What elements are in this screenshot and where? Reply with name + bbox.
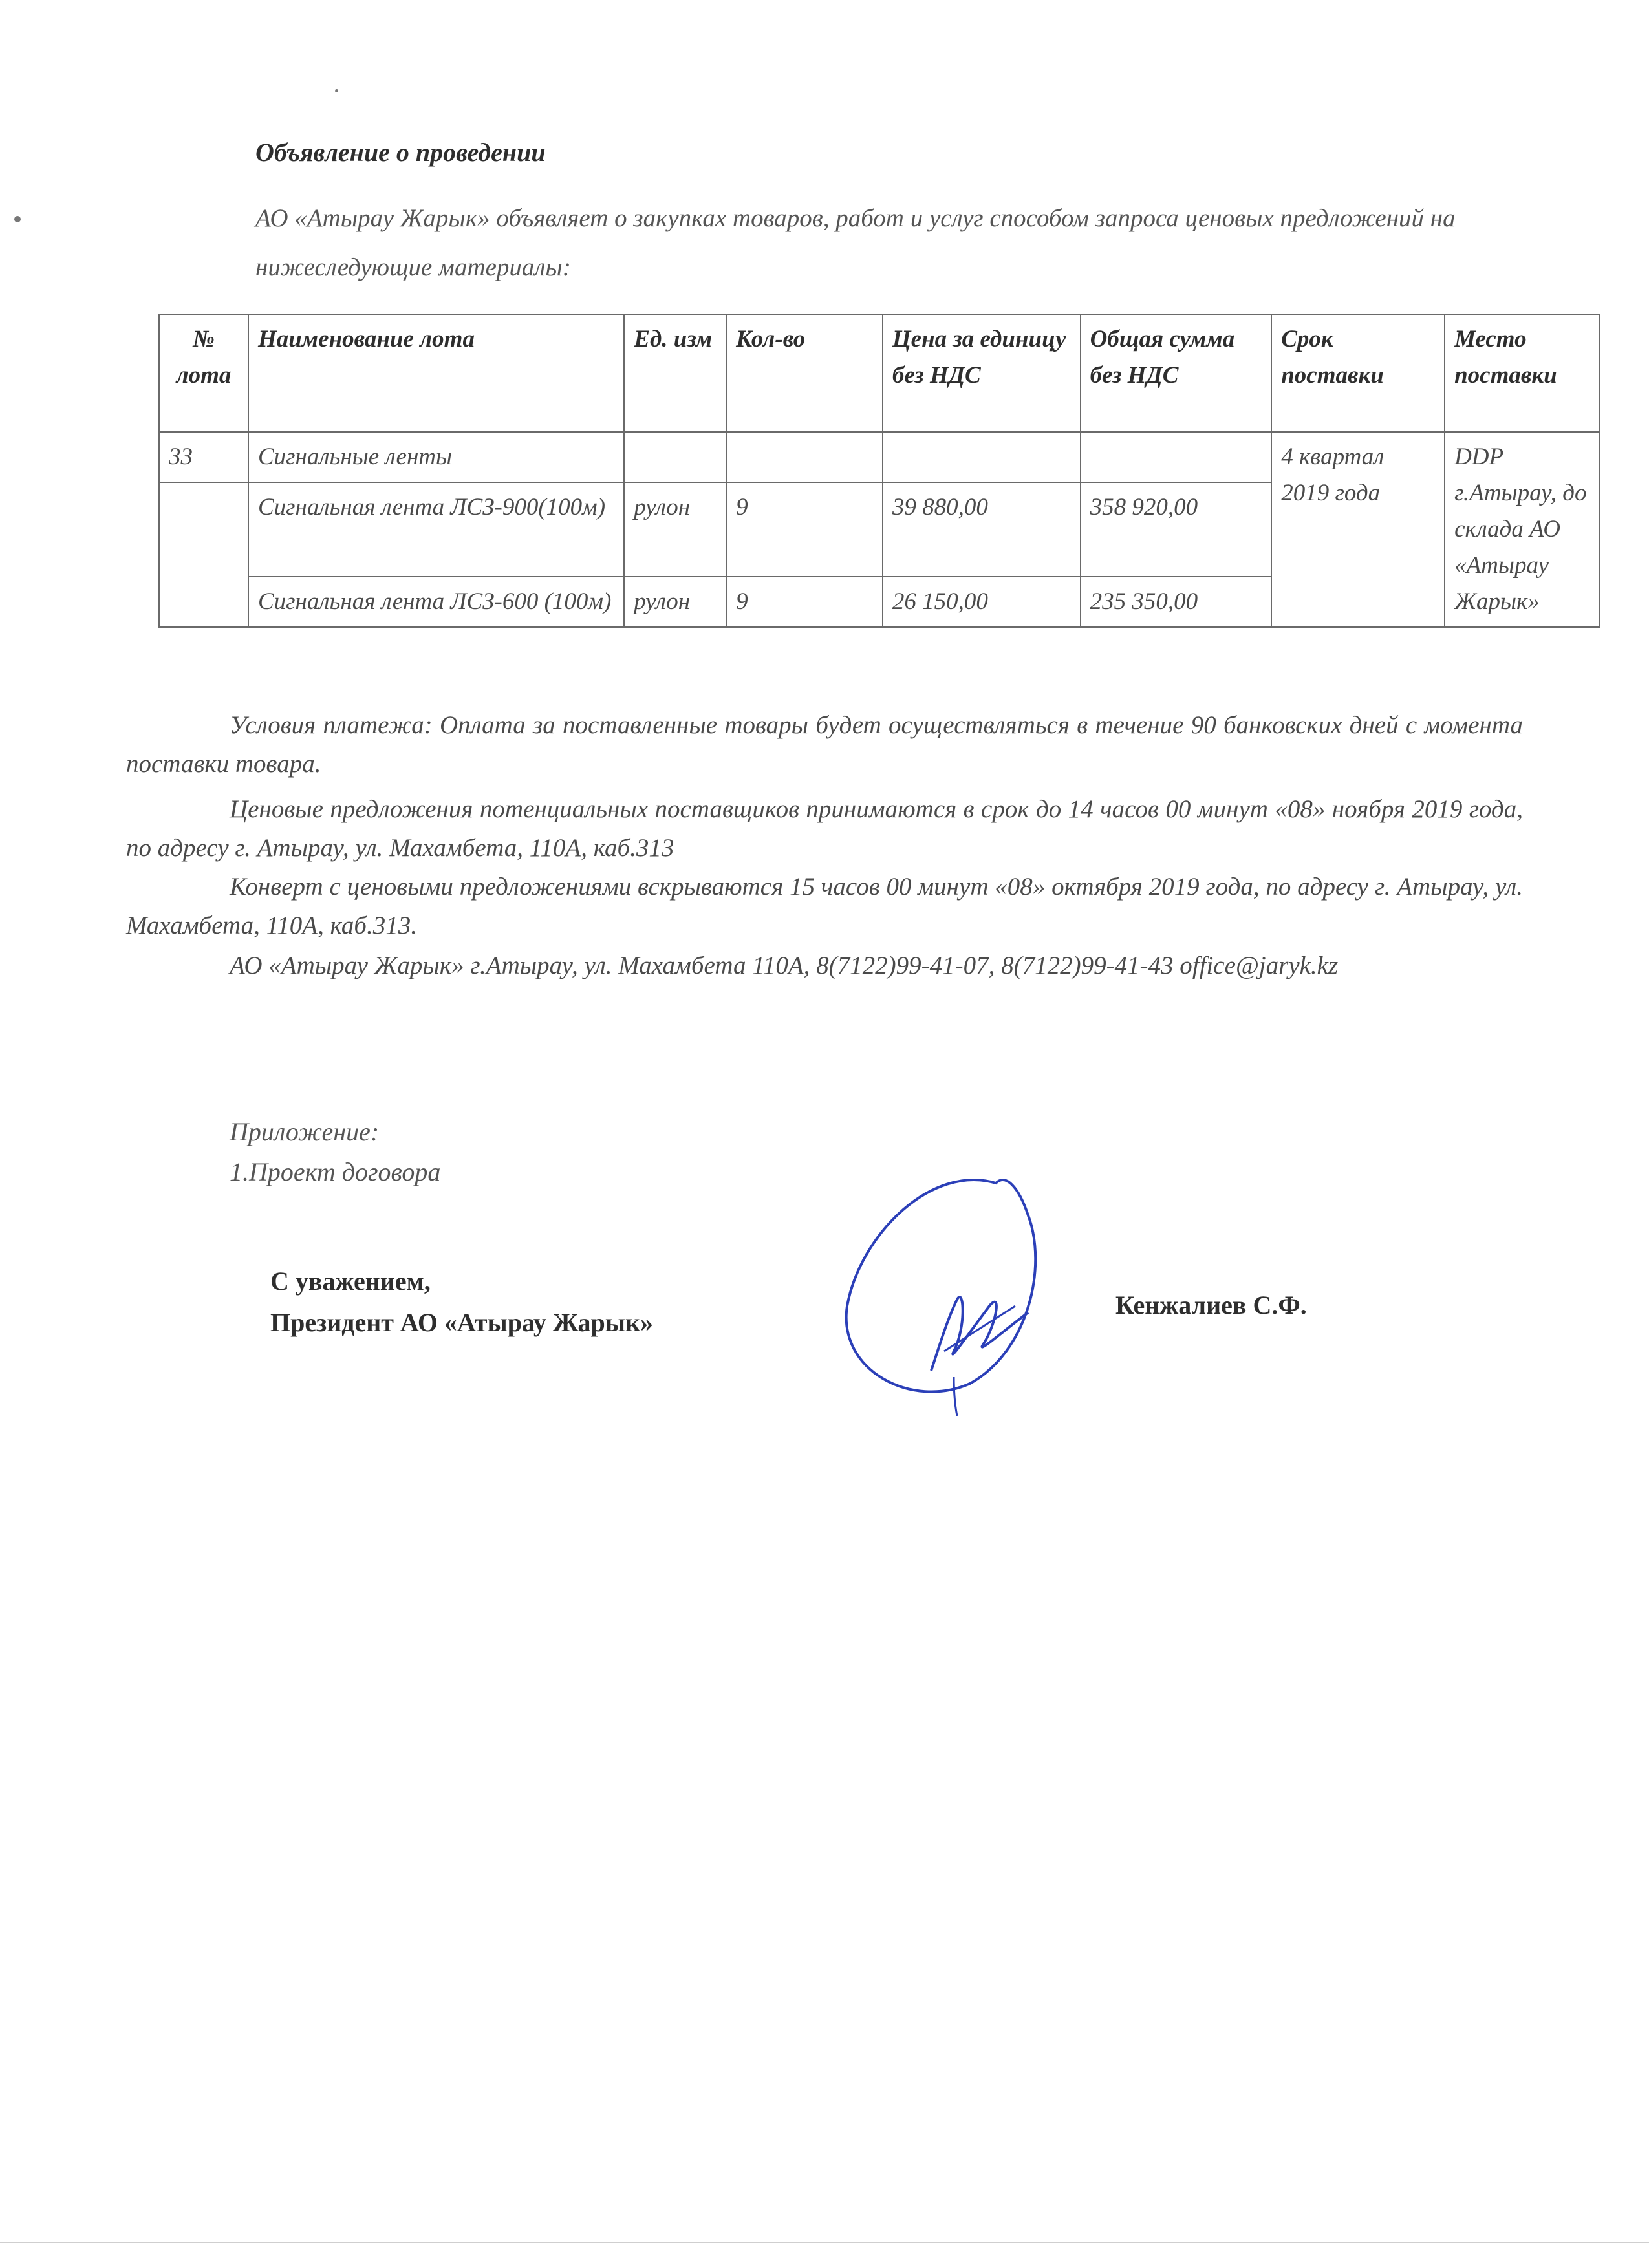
signature-image — [834, 1157, 1073, 1416]
item-total: 235 350,00 — [1081, 577, 1272, 627]
header-unit-price: Цена за единицу без НДС — [883, 314, 1081, 432]
appendix-item: 1.Проект договора — [230, 1157, 441, 1186]
appendix — [230, 1112, 440, 1192]
item-price: 39 880,00 — [883, 482, 1081, 577]
item-quantity: 9 — [726, 577, 883, 627]
signoff-block — [270, 1261, 653, 1343]
position-text: Президент АО «Атырау Жарык» — [270, 1308, 653, 1337]
delivery-term: 4 квартал 2019 года — [1271, 432, 1445, 627]
header-quantity: Кол-во — [726, 314, 883, 432]
contacts: АО «Атырау Жарык» г.Атырау, ул. Махамбета 110А, 8(7122)99-41-07, 8(7122)99-41-43 office@jaryk.kz — [230, 952, 1339, 979]
item-name: Сигнальная лента ЛСЗ-900(100м) — [248, 482, 624, 577]
bottom-edge-line — [0, 2242, 1649, 2243]
regards-text: С уважением, — [270, 1267, 431, 1296]
signatory-name: Кенжалиев С.Ф. — [1116, 1290, 1307, 1320]
header-lot-name: Наименование лота — [248, 314, 624, 432]
lot-number: 33 — [159, 432, 248, 482]
opening-terms: Конверт с ценовыми предложениями вскрываются 15 часов 00 минут «08» октября 2019 года, по адресу г. Атырау, ул. Махамбета, 110А, каб.313. — [126, 873, 1523, 939]
header-unit: Ед. изм — [624, 314, 726, 432]
item-price: 26 150,00 — [883, 577, 1081, 627]
item-unit: рулон — [624, 577, 726, 627]
header-total-sum: Общая сумма без НДС — [1081, 314, 1272, 432]
scan-speck — [335, 89, 338, 92]
payment-terms: Условия платежа: Оплата за поставленные товары будет осуществляться в течение 90 банковских дней с момента поставки товара. — [126, 711, 1523, 778]
header-lot-number: № лота — [159, 314, 248, 432]
intro-text: АО «Атырау Жарык» объявляет о закупках товаров, работ и услуг способом запроса ценовых предложений на нижеследующие материалы: — [255, 204, 1456, 281]
item-unit: рулон — [624, 482, 726, 577]
table-header-row — [159, 314, 1600, 432]
header-delivery-term: Срок поставки — [1271, 314, 1445, 432]
item-quantity: 9 — [726, 482, 883, 577]
table-row — [159, 432, 1600, 482]
header-delivery-place: Место поставки — [1445, 314, 1600, 432]
lots-table — [158, 314, 1600, 628]
scan-mark — [14, 216, 21, 222]
page-title: Объявление о проведении — [255, 138, 546, 167]
submission-deadline: Ценовые предложения потенциальных поставщиков принимаются в срок до 14 часов 00 минут «08» ноября 2019 года, по адресу г. Атырау, ул. Махамбета, 110А, каб.313 — [126, 795, 1523, 862]
appendix-label: Приложение: — [230, 1117, 380, 1146]
item-total: 358 920,00 — [1081, 482, 1272, 577]
item-name: Сигнальная лента ЛСЗ-600 (100м) — [248, 577, 624, 627]
lot-name: Сигнальные ленты — [248, 432, 624, 482]
delivery-place: DDP г.Атырау, до склада АО «Атырау Жарык» — [1445, 432, 1600, 627]
